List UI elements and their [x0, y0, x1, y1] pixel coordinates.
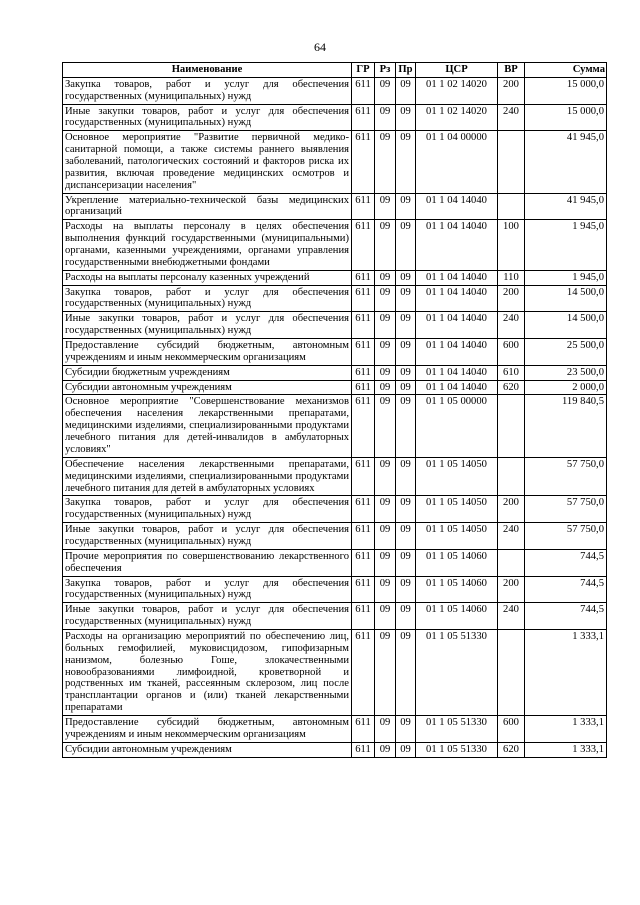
cell-csr: 01 1 04 14040 [416, 193, 498, 220]
cell-pr: 09 [396, 77, 416, 104]
table-row [63, 131, 607, 193]
cell-vr: 240 [498, 523, 525, 550]
cell-name: Укрепление материально-технической базы медицинских организаций [63, 193, 352, 220]
cell-csr: 01 1 05 14050 [416, 457, 498, 496]
cell-rz: 09 [375, 193, 396, 220]
cell-gr: 611 [352, 629, 375, 715]
cell-gr: 611 [352, 104, 375, 131]
header-vr: ВР [498, 63, 525, 78]
cell-gr: 611 [352, 457, 375, 496]
cell-pr: 09 [396, 576, 416, 603]
header-name: Наименование [63, 63, 352, 78]
cell-csr: 01 1 05 14060 [416, 603, 498, 630]
cell-name: Иные закупки товаров, работ и услуг для обеспечения государственных (муниципальных) нужд [63, 312, 352, 339]
cell-sum: 15 000,0 [525, 104, 607, 131]
cell-pr: 09 [396, 549, 416, 576]
cell-pr: 09 [396, 496, 416, 523]
cell-vr: 610 [498, 365, 525, 380]
cell-csr: 01 1 04 14040 [416, 285, 498, 312]
cell-vr: 240 [498, 603, 525, 630]
header-gr: ГР [352, 63, 375, 78]
cell-rz: 09 [375, 339, 396, 366]
cell-name: Основное мероприятие "Совершенствование механизмов обеспечения населения лекарственными препаратами, медицинскими изделиями, специализированными продуктами лечебного питания для детей-инвалидов в амбулаторных условиях" [63, 395, 352, 457]
header-pr: Пр [396, 63, 416, 78]
cell-vr: 600 [498, 339, 525, 366]
cell-pr: 09 [396, 365, 416, 380]
table-row [63, 457, 607, 496]
cell-pr: 09 [396, 629, 416, 715]
cell-pr: 09 [396, 395, 416, 457]
cell-pr: 09 [396, 715, 416, 742]
cell-rz: 09 [375, 576, 396, 603]
cell-rz: 09 [375, 220, 396, 270]
cell-rz: 09 [375, 270, 396, 285]
cell-vr: 200 [498, 77, 525, 104]
cell-vr: 600 [498, 715, 525, 742]
header-rz: Рз [375, 63, 396, 78]
cell-gr: 611 [352, 270, 375, 285]
cell-gr: 611 [352, 220, 375, 270]
cell-rz: 09 [375, 285, 396, 312]
table-row [63, 576, 607, 603]
cell-sum: 1 333,1 [525, 742, 607, 757]
cell-sum: 57 750,0 [525, 496, 607, 523]
cell-pr: 09 [396, 380, 416, 395]
cell-csr: 01 1 04 14040 [416, 220, 498, 270]
cell-name: Расходы на организацию мероприятий по обеспечению лиц, больных гемофилией, муковисцидозом, гипофизарным нанизмом, болезнью Гоше, злокачественными новообразованиями лимфоидной, кроветворной и родственных им тканей, рассеянным склерозом, лиц после трансплантации органов и (или) тканей лекарственными препаратами [63, 629, 352, 715]
cell-name: Закупка товаров, работ и услуг для обеспечения государственных (муниципальных) нужд [63, 77, 352, 104]
cell-sum: 23 500,0 [525, 365, 607, 380]
table-row [63, 496, 607, 523]
table-row [63, 220, 607, 270]
cell-gr: 611 [352, 339, 375, 366]
cell-pr: 09 [396, 457, 416, 496]
cell-csr: 01 1 02 14020 [416, 77, 498, 104]
cell-sum: 1 945,0 [525, 270, 607, 285]
cell-rz: 09 [375, 457, 396, 496]
cell-vr: 200 [498, 576, 525, 603]
cell-name: Иные закупки товаров, работ и услуг для обеспечения государственных (муниципальных) нужд [63, 603, 352, 630]
header-sum: Сумма [525, 63, 607, 78]
cell-rz: 09 [375, 312, 396, 339]
cell-csr: 01 1 04 14040 [416, 380, 498, 395]
cell-sum: 57 750,0 [525, 457, 607, 496]
cell-rz: 09 [375, 104, 396, 131]
cell-csr: 01 1 05 51330 [416, 715, 498, 742]
cell-sum: 1 333,1 [525, 715, 607, 742]
table-row [63, 549, 607, 576]
cell-rz: 09 [375, 523, 396, 550]
cell-name: Закупка товаров, работ и услуг для обеспечения государственных (муниципальных) нужд [63, 576, 352, 603]
table-row [63, 270, 607, 285]
cell-sum: 14 500,0 [525, 285, 607, 312]
cell-vr [498, 549, 525, 576]
cell-gr: 611 [352, 523, 375, 550]
cell-name: Расходы на выплаты персоналу казенных учреждений [63, 270, 352, 285]
cell-vr: 620 [498, 380, 525, 395]
cell-vr: 200 [498, 285, 525, 312]
cell-rz: 09 [375, 715, 396, 742]
cell-sum: 25 500,0 [525, 339, 607, 366]
cell-gr: 611 [352, 395, 375, 457]
cell-gr: 611 [352, 285, 375, 312]
cell-pr: 09 [396, 270, 416, 285]
cell-sum: 2 000,0 [525, 380, 607, 395]
cell-gr: 611 [352, 193, 375, 220]
cell-name: Прочие мероприятия по совершенствованию лекарственного обеспечения [63, 549, 352, 576]
table-row [63, 380, 607, 395]
cell-pr: 09 [396, 339, 416, 366]
cell-sum: 57 750,0 [525, 523, 607, 550]
cell-gr: 611 [352, 603, 375, 630]
cell-vr [498, 457, 525, 496]
cell-csr: 01 1 04 14040 [416, 365, 498, 380]
cell-csr: 01 1 05 51330 [416, 629, 498, 715]
cell-pr: 09 [396, 312, 416, 339]
cell-sum: 15 000,0 [525, 77, 607, 104]
table-row [63, 742, 607, 757]
table-row [63, 603, 607, 630]
table-header-row [63, 63, 607, 78]
table-row [63, 365, 607, 380]
cell-gr: 611 [352, 496, 375, 523]
budget-table [62, 62, 607, 758]
cell-rz: 09 [375, 549, 396, 576]
cell-vr: 200 [498, 496, 525, 523]
cell-gr: 611 [352, 77, 375, 104]
cell-pr: 09 [396, 131, 416, 193]
cell-vr: 240 [498, 104, 525, 131]
cell-vr [498, 395, 525, 457]
cell-name: Закупка товаров, работ и услуг для обеспечения государственных (муниципальных) нужд [63, 285, 352, 312]
table-row [63, 395, 607, 457]
table-row [63, 104, 607, 131]
cell-gr: 611 [352, 576, 375, 603]
table-row [63, 193, 607, 220]
header-csr: ЦСР [416, 63, 498, 78]
cell-sum: 744,5 [525, 603, 607, 630]
cell-gr: 611 [352, 312, 375, 339]
cell-pr: 09 [396, 603, 416, 630]
cell-csr: 01 1 05 14060 [416, 576, 498, 603]
page-number: 64 [314, 40, 326, 54]
cell-pr: 09 [396, 742, 416, 757]
cell-gr: 611 [352, 365, 375, 380]
cell-name: Предоставление субсидий бюджетным, автономным учреждениям и иным некоммерческим организациям [63, 339, 352, 366]
cell-gr: 611 [352, 742, 375, 757]
cell-name: Расходы на выплаты персоналу в целях обеспечения выполнения функций государственными (муниципальными) органами, казенными учреждениями, органами управления государственными внебюджетными фондами [63, 220, 352, 270]
cell-sum: 744,5 [525, 576, 607, 603]
cell-pr: 09 [396, 220, 416, 270]
cell-gr: 611 [352, 131, 375, 193]
table-row [63, 715, 607, 742]
cell-vr [498, 193, 525, 220]
cell-vr [498, 131, 525, 193]
table-row [63, 339, 607, 366]
cell-csr: 01 1 05 51330 [416, 742, 498, 757]
table-row [63, 523, 607, 550]
cell-rz: 09 [375, 742, 396, 757]
cell-csr: 01 1 04 00000 [416, 131, 498, 193]
cell-name: Субсидии автономным учреждениям [63, 380, 352, 395]
cell-sum: 41 945,0 [525, 193, 607, 220]
cell-name: Иные закупки товаров, работ и услуг для обеспечения государственных (муниципальных) нужд [63, 104, 352, 131]
cell-vr: 240 [498, 312, 525, 339]
cell-csr: 01 1 02 14020 [416, 104, 498, 131]
cell-rz: 09 [375, 131, 396, 193]
cell-csr: 01 1 04 14040 [416, 339, 498, 366]
cell-rz: 09 [375, 603, 396, 630]
cell-name: Закупка товаров, работ и услуг для обеспечения государственных (муниципальных) нужд [63, 496, 352, 523]
cell-csr: 01 1 04 14040 [416, 270, 498, 285]
cell-gr: 611 [352, 715, 375, 742]
cell-sum: 14 500,0 [525, 312, 607, 339]
cell-sum: 41 945,0 [525, 131, 607, 193]
cell-vr: 110 [498, 270, 525, 285]
cell-vr: 620 [498, 742, 525, 757]
cell-sum: 1 945,0 [525, 220, 607, 270]
cell-csr: 01 1 05 14060 [416, 549, 498, 576]
cell-csr: 01 1 05 14050 [416, 496, 498, 523]
cell-sum: 119 840,5 [525, 395, 607, 457]
cell-rz: 09 [375, 395, 396, 457]
cell-csr: 01 1 05 00000 [416, 395, 498, 457]
cell-pr: 09 [396, 193, 416, 220]
table-row [63, 285, 607, 312]
cell-name: Субсидии автономным учреждениям [63, 742, 352, 757]
cell-pr: 09 [396, 104, 416, 131]
cell-name: Обеспечение населения лекарственными препаратами, медицинскими изделиями, специализированными продуктами лечебного питания для детей в амбулаторных условиях [63, 457, 352, 496]
cell-sum: 744,5 [525, 549, 607, 576]
cell-name: Основное мероприятие "Развитие первичной медико-санитарной помощи, а также системы раннего выявления заболеваний, патологических состояний и факторов риска их развития, включая проведение медицинских осмотров и диспансеризации населения" [63, 131, 352, 193]
cell-name: Иные закупки товаров, работ и услуг для обеспечения государственных (муниципальных) нужд [63, 523, 352, 550]
cell-pr: 09 [396, 285, 416, 312]
cell-rz: 09 [375, 365, 396, 380]
cell-name: Предоставление субсидий бюджетным, автономным учреждениям и иным некоммерческим организациям [63, 715, 352, 742]
cell-rz: 09 [375, 496, 396, 523]
cell-sum: 1 333,1 [525, 629, 607, 715]
cell-csr: 01 1 04 14040 [416, 312, 498, 339]
table-row [63, 312, 607, 339]
cell-gr: 611 [352, 549, 375, 576]
table-row [63, 629, 607, 715]
cell-vr: 100 [498, 220, 525, 270]
cell-rz: 09 [375, 380, 396, 395]
cell-pr: 09 [396, 523, 416, 550]
cell-rz: 09 [375, 629, 396, 715]
cell-gr: 611 [352, 380, 375, 395]
table-row [63, 77, 607, 104]
cell-name: Субсидии бюджетным учреждениям [63, 365, 352, 380]
cell-rz: 09 [375, 77, 396, 104]
cell-csr: 01 1 05 14050 [416, 523, 498, 550]
cell-vr [498, 629, 525, 715]
